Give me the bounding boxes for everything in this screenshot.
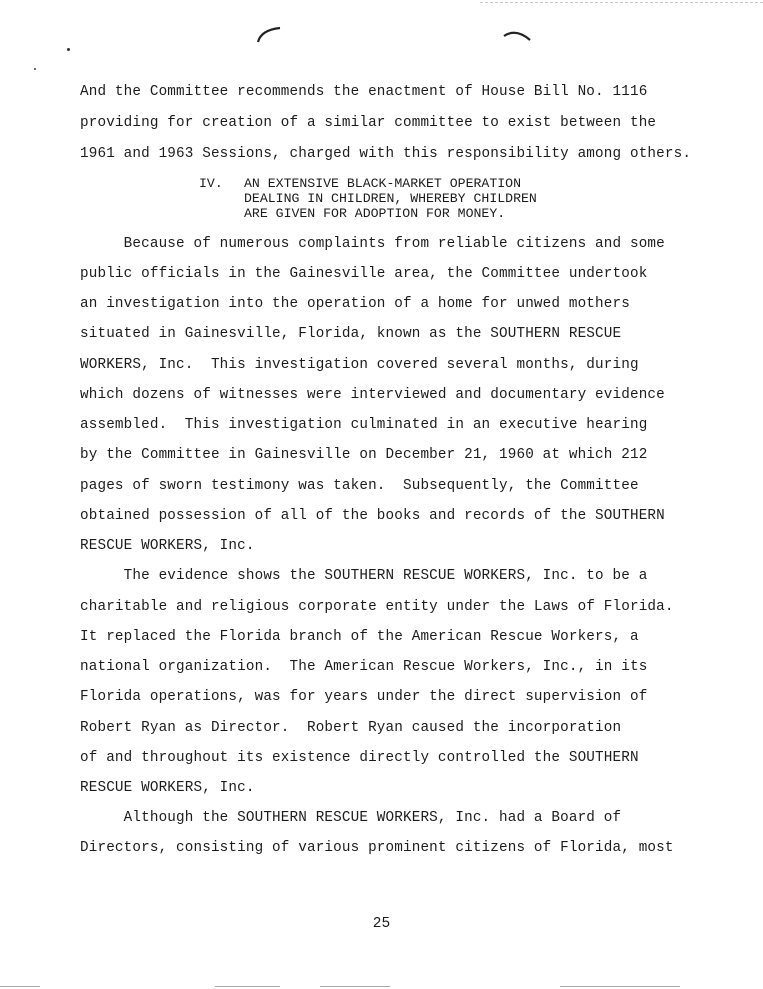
body-line: charitable and religious corporate entity under the Laws of Florida. <box>80 599 674 615</box>
body-line: Robert Ryan as Director. Robert Ryan caused the incorporation <box>80 720 622 736</box>
page-number: 25 <box>372 916 391 932</box>
body-line: WORKERS, Inc. This investigation covered several months, during <box>80 357 639 373</box>
bottom-rule <box>215 986 280 987</box>
body-line: It replaced the Florida branch of the American Rescue Workers, a <box>80 629 639 645</box>
body-line: public officials in the Gainesville area, the Committee undertook <box>80 266 648 282</box>
bottom-rule <box>320 986 390 987</box>
scan-mark-left <box>254 24 286 46</box>
body-line: RESCUE WORKERS, Inc. <box>80 780 255 796</box>
scan-mark-right <box>502 26 534 46</box>
body-line: an investigation into the operation of a home for unwed mothers <box>80 296 630 312</box>
section-title-line: DEALING IN CHILDREN, WHEREBY CHILDREN <box>244 191 537 206</box>
speck <box>67 48 70 51</box>
top-dashed-border <box>480 2 763 3</box>
section-number: IV. <box>199 176 223 191</box>
body-line: providing for creation of a similar committee to exist between the <box>80 115 657 131</box>
bottom-rule <box>560 986 680 987</box>
body-line: obtained possession of all of the books and records of the SOUTHERN <box>80 508 665 524</box>
body-line: Florida operations, was for years under the direct supervision of <box>80 689 648 705</box>
body-line: 1961 and 1963 Sessions, charged with this responsibility among others. <box>80 146 692 162</box>
body-line: Directors, consisting of various prominent citizens of Florida, most <box>80 840 674 856</box>
body-line: which dozens of witnesses were interviewed and documentary evidence <box>80 387 665 403</box>
body-line: situated in Gainesville, Florida, known as the SOUTHERN RESCUE <box>80 326 622 342</box>
body-line: And the Committee recommends the enactment of House Bill No. 1116 <box>80 84 648 100</box>
body-line: RESCUE WORKERS, Inc. <box>80 538 255 554</box>
speck <box>34 68 36 70</box>
body-line: of and throughout its existence directly controlled the SOUTHERN <box>80 750 639 766</box>
body-line: assembled. This investigation culminated in an executive hearing <box>80 417 648 433</box>
body-line: Because of numerous complaints from reliable citizens and some <box>80 236 665 252</box>
body-line: Although the SOUTHERN RESCUE WORKERS, Inc. had a Board of <box>80 810 622 826</box>
section-title-line: ARE GIVEN FOR ADOPTION FOR MONEY. <box>244 206 506 221</box>
body-line: national organization. The American Rescue Workers, Inc., in its <box>80 659 648 675</box>
bottom-rule <box>0 986 40 987</box>
body-line: The evidence shows the SOUTHERN RESCUE WORKERS, Inc. to be a <box>80 568 648 584</box>
body-line: pages of sworn testimony was taken. Subsequently, the Committee <box>80 478 639 494</box>
body-line: by the Committee in Gainesville on December 21, 1960 at which 212 <box>80 447 648 463</box>
section-title-line: AN EXTENSIVE BLACK-MARKET OPERATION <box>244 176 521 191</box>
